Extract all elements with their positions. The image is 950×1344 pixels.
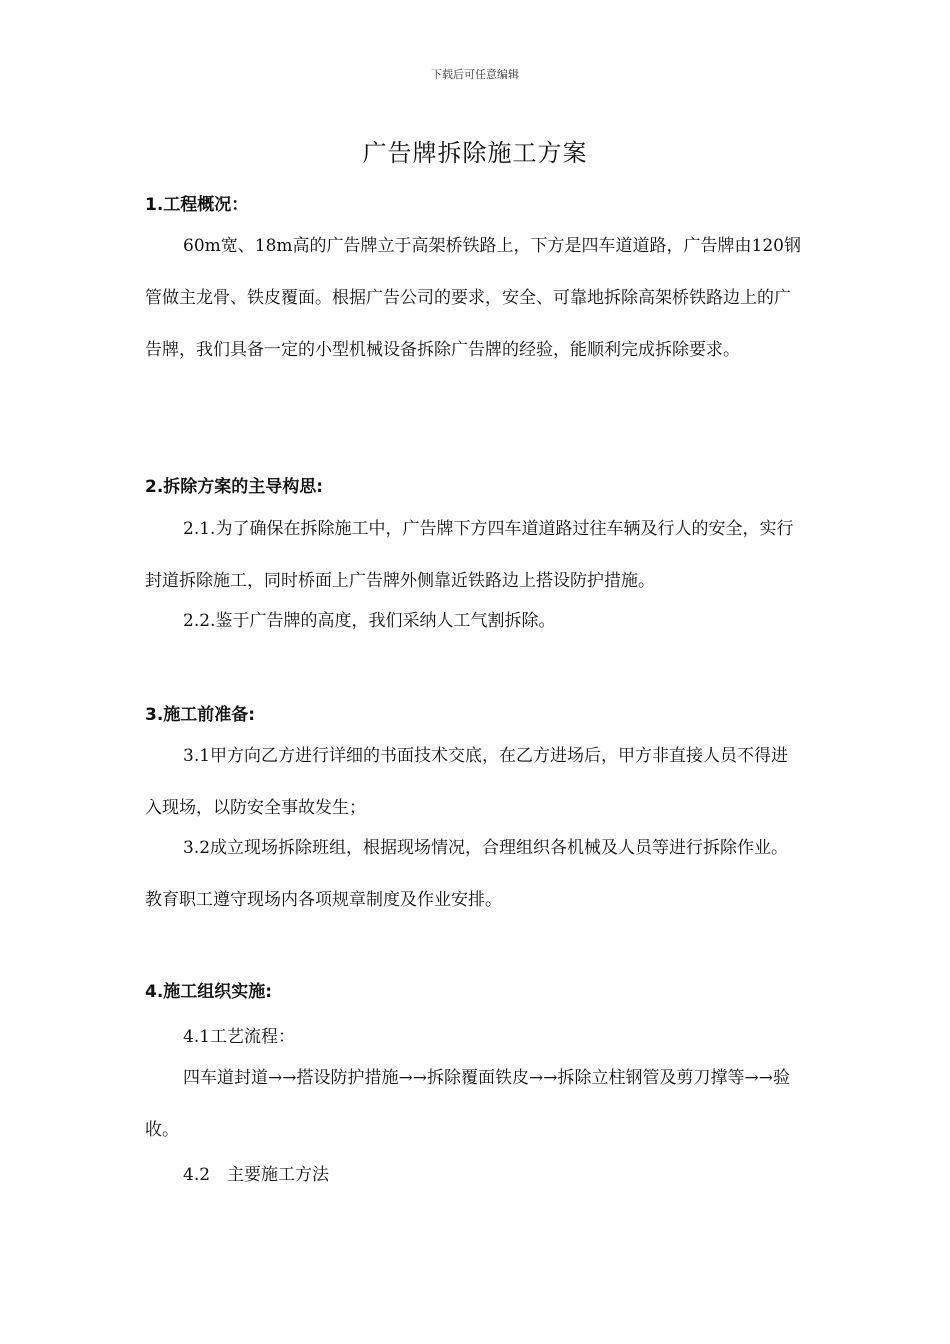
section-1-heading: 1.工程概况： — [145, 195, 249, 215]
section-4-flow: 四车道封道→→搭设防护措施→→拆除覆面铁皮→→拆除立柱钢管及剪刀撑等→→验收。 — [145, 1068, 790, 1140]
section-3-item-2: 3.2成立现场拆除班组，根据现场情况，合理组织各机械及人员等进行拆除作业。教育职工遵守现场内各项规章制度及作业安排。 — [145, 838, 789, 910]
section-4-heading: 4.施工组织实施: — [145, 982, 273, 1002]
section-2-item-1: 2.1.为了确保在拆除施工中，广告牌下方四车道道路过往车辆及行人的安全，实行封道拆除施工，同时桥面上广告牌外侧靠近铁路边上搭设防护措施。 — [145, 519, 794, 591]
header-note: 下载后可任意编辑 — [431, 68, 519, 81]
section-2-heading: 2.拆除方案的主导构思: — [145, 477, 324, 497]
section-2-item-2: 2.2.鉴于广告牌的高度，我们采纳人工气割拆除。 — [183, 611, 556, 631]
section-4-sub-2: 4.2 主要施工方法 — [183, 1165, 330, 1185]
document-title: 广告牌拆除施工方案 — [362, 139, 588, 167]
section-3-heading: 3.施工前准备: — [145, 705, 256, 725]
section-4-sub-1: 4.1工艺流程： — [183, 1027, 296, 1047]
section-1-body: 60m宽、18m高的广告牌立于高架桥铁路上，下方是四车道道路，广告牌由120钢管做主龙骨、铁皮覆面。根据广告公司的要求，安全、可靠地拆除高架桥铁路边上的广告牌，我们具备一定的小型机械设备拆除广告牌的经验，能顺利完成拆除要求。 — [145, 236, 801, 360]
section-3-item-1: 3.1甲方向乙方进行详细的书面技术交底，在乙方进场后，甲方非直接人员不得进入现场，以防安全事故发生； — [145, 746, 789, 818]
